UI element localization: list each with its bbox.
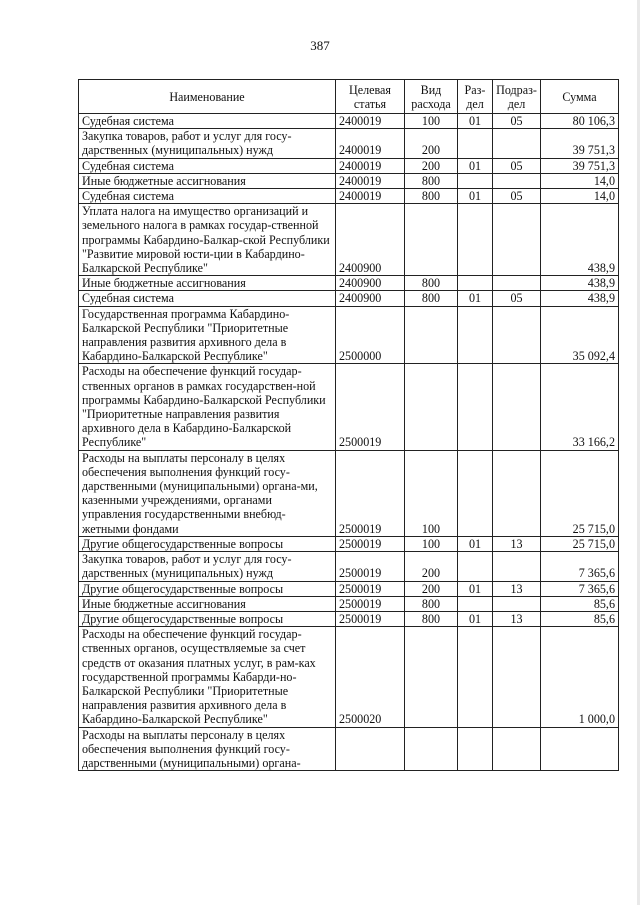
cell-kind: 800 bbox=[405, 291, 458, 306]
cell-name: Государственная программа Кабардино-Балкарской Республики "Приоритетные направления развития архивного дела в Кабардино-Балкарской Республике" bbox=[79, 306, 336, 364]
cell-subsection: 13 bbox=[493, 581, 541, 596]
cell-kind: 200 bbox=[405, 581, 458, 596]
cell-section bbox=[458, 727, 493, 771]
cell-sum: 39 751,3 bbox=[541, 158, 619, 173]
table-row bbox=[79, 204, 619, 276]
cell-kind bbox=[405, 364, 458, 450]
table-row bbox=[79, 158, 619, 173]
cell-kind bbox=[405, 306, 458, 364]
table-row bbox=[79, 450, 619, 536]
cell-kind: 800 bbox=[405, 189, 458, 204]
cell-subsection bbox=[493, 364, 541, 450]
cell-sum: 25 715,0 bbox=[541, 536, 619, 551]
cell-section: 01 bbox=[458, 536, 493, 551]
cell-sum: 25 715,0 bbox=[541, 450, 619, 536]
cell-target: 2500020 bbox=[336, 627, 405, 727]
cell-kind: 800 bbox=[405, 596, 458, 611]
cell-kind bbox=[405, 204, 458, 276]
cell-subsection: 05 bbox=[493, 158, 541, 173]
cell-subsection bbox=[493, 552, 541, 581]
cell-target: 2500019 bbox=[336, 552, 405, 581]
table-row bbox=[79, 173, 619, 188]
cell-target: 2500019 bbox=[336, 581, 405, 596]
table-row bbox=[79, 536, 619, 551]
cell-kind: 100 bbox=[405, 114, 458, 129]
cell-sum: 80 106,3 bbox=[541, 114, 619, 129]
cell-section bbox=[458, 306, 493, 364]
cell-target: 2400019 bbox=[336, 158, 405, 173]
cell-name: Судебная система bbox=[79, 189, 336, 204]
cell-name: Судебная система bbox=[79, 291, 336, 306]
cell-section bbox=[458, 204, 493, 276]
cell-subsection bbox=[493, 276, 541, 291]
cell-section: 01 bbox=[458, 158, 493, 173]
cell-subsection bbox=[493, 306, 541, 364]
cell-kind: 800 bbox=[405, 173, 458, 188]
cell-target: 2400900 bbox=[336, 204, 405, 276]
cell-kind bbox=[405, 627, 458, 727]
cell-target: 2400900 bbox=[336, 291, 405, 306]
table-row bbox=[79, 189, 619, 204]
cell-kind bbox=[405, 727, 458, 771]
cell-section bbox=[458, 364, 493, 450]
table-row bbox=[79, 596, 619, 611]
table-row bbox=[79, 114, 619, 129]
header-kind: Вид расхода bbox=[405, 80, 458, 114]
cell-target: 2500019 bbox=[336, 611, 405, 626]
table-row bbox=[79, 552, 619, 581]
cell-target bbox=[336, 727, 405, 771]
cell-subsection bbox=[493, 204, 541, 276]
cell-sum: 14,0 bbox=[541, 189, 619, 204]
table-row bbox=[79, 291, 619, 306]
cell-section bbox=[458, 450, 493, 536]
cell-name: Закупка товаров, работ и услуг для госу-дарственных (муниципальных) нужд bbox=[79, 129, 336, 158]
cell-subsection: 05 bbox=[493, 291, 541, 306]
cell-target: 2500000 bbox=[336, 306, 405, 364]
table-header-row bbox=[79, 80, 619, 114]
header-subsection: Подраз-дел bbox=[493, 80, 541, 114]
cell-target: 2500019 bbox=[336, 536, 405, 551]
cell-sum: 33 166,2 bbox=[541, 364, 619, 450]
cell-sum: 85,6 bbox=[541, 596, 619, 611]
cell-name: Закупка товаров, работ и услуг для госу-дарственных (муниципальных) нужд bbox=[79, 552, 336, 581]
cell-name: Другие общегосударственные вопросы bbox=[79, 581, 336, 596]
cell-sum: 7 365,6 bbox=[541, 552, 619, 581]
cell-kind: 200 bbox=[405, 158, 458, 173]
cell-name: Другие общегосударственные вопросы bbox=[79, 536, 336, 551]
cell-name: Уплата налога на имущество организаций и земельного налога в рамках государ-ственной программы Кабардино-Балкар-ской Республики "Развитие мировой юсти-ции в Кабардино-Балкарской Республике" bbox=[79, 204, 336, 276]
cell-sum: 39 751,3 bbox=[541, 129, 619, 158]
cell-sum: 7 365,6 bbox=[541, 581, 619, 596]
cell-sum: 85,6 bbox=[541, 611, 619, 626]
cell-section bbox=[458, 173, 493, 188]
cell-target: 2400019 bbox=[336, 129, 405, 158]
cell-kind: 100 bbox=[405, 450, 458, 536]
cell-name: Судебная система bbox=[79, 158, 336, 173]
cell-subsection: 13 bbox=[493, 536, 541, 551]
cell-name: Расходы на выплаты персоналу в целях обеспечения выполнения функций госу-дарственными (муниципальными) органа- bbox=[79, 727, 336, 771]
cell-target: 2400019 bbox=[336, 114, 405, 129]
cell-subsection bbox=[493, 727, 541, 771]
cell-subsection bbox=[493, 627, 541, 727]
cell-section bbox=[458, 552, 493, 581]
cell-section bbox=[458, 276, 493, 291]
cell-section bbox=[458, 627, 493, 727]
cell-section: 01 bbox=[458, 611, 493, 626]
cell-subsection bbox=[493, 173, 541, 188]
cell-section: 01 bbox=[458, 581, 493, 596]
cell-sum bbox=[541, 727, 619, 771]
table-row bbox=[79, 581, 619, 596]
cell-section bbox=[458, 596, 493, 611]
cell-subsection bbox=[493, 450, 541, 536]
cell-section: 01 bbox=[458, 291, 493, 306]
table-row bbox=[79, 727, 619, 771]
cell-name: Расходы на обеспечение функций государ-ственных органов в рамках государствен-ной программы Кабардино-Балкарской Республики "Приоритетные направления развития архивного дела в Кабардино-Балкарской Республике" bbox=[79, 364, 336, 450]
cell-sum: 1 000,0 bbox=[541, 627, 619, 727]
cell-name: Судебная система bbox=[79, 114, 336, 129]
cell-target: 2400900 bbox=[336, 276, 405, 291]
cell-kind: 800 bbox=[405, 276, 458, 291]
cell-sum: 438,9 bbox=[541, 276, 619, 291]
cell-target: 2500019 bbox=[336, 596, 405, 611]
table-row bbox=[79, 611, 619, 626]
cell-kind: 200 bbox=[405, 129, 458, 158]
page-number: 387 bbox=[310, 38, 330, 53]
cell-sum: 35 092,4 bbox=[541, 306, 619, 364]
header-target: Целевая статья bbox=[336, 80, 405, 114]
cell-target: 2400019 bbox=[336, 189, 405, 204]
cell-target: 2500019 bbox=[336, 364, 405, 450]
cell-kind: 100 bbox=[405, 536, 458, 551]
cell-subsection: 05 bbox=[493, 189, 541, 204]
table-row bbox=[79, 306, 619, 364]
cell-sum: 14,0 bbox=[541, 173, 619, 188]
cell-name: Расходы на выплаты персоналу в целях обеспечения выполнения функций госу-дарственными (муниципальными) органа-ми, казенными учреждениями, органами управления государственными внебюд-жетными фондами bbox=[79, 450, 336, 536]
cell-sum: 438,9 bbox=[541, 204, 619, 276]
cell-subsection: 13 bbox=[493, 611, 541, 626]
header-sum: Сумма bbox=[541, 80, 619, 114]
table-row bbox=[79, 364, 619, 450]
cell-target: 2400019 bbox=[336, 173, 405, 188]
cell-subsection: 05 bbox=[493, 114, 541, 129]
header-section: Раз-дел bbox=[458, 80, 493, 114]
table-row bbox=[79, 129, 619, 158]
header-name: Наименование bbox=[79, 80, 336, 114]
cell-subsection bbox=[493, 596, 541, 611]
cell-sum: 438,9 bbox=[541, 291, 619, 306]
cell-name: Расходы на обеспечение функций государ-ственных органов, осуществляемые за счет средств от оказания платных услуг, в рам-ках государственной программы Кабарди-но-Балкарской Республики "Приоритетные направления развития архивного дела в Кабардино-Балкарской Республике" bbox=[79, 627, 336, 727]
budget-table bbox=[78, 79, 619, 771]
cell-target: 2500019 bbox=[336, 450, 405, 536]
cell-name: Иные бюджетные ассигнования bbox=[79, 173, 336, 188]
table-row bbox=[79, 627, 619, 727]
cell-name: Другие общегосударственные вопросы bbox=[79, 611, 336, 626]
cell-section bbox=[458, 129, 493, 158]
table-body bbox=[79, 114, 619, 771]
cell-section: 01 bbox=[458, 189, 493, 204]
cell-section: 01 bbox=[458, 114, 493, 129]
cell-kind: 800 bbox=[405, 611, 458, 626]
cell-kind: 200 bbox=[405, 552, 458, 581]
table-row bbox=[79, 276, 619, 291]
cell-subsection bbox=[493, 129, 541, 158]
cell-name: Иные бюджетные ассигнования bbox=[79, 596, 336, 611]
cell-name: Иные бюджетные ассигнования bbox=[79, 276, 336, 291]
